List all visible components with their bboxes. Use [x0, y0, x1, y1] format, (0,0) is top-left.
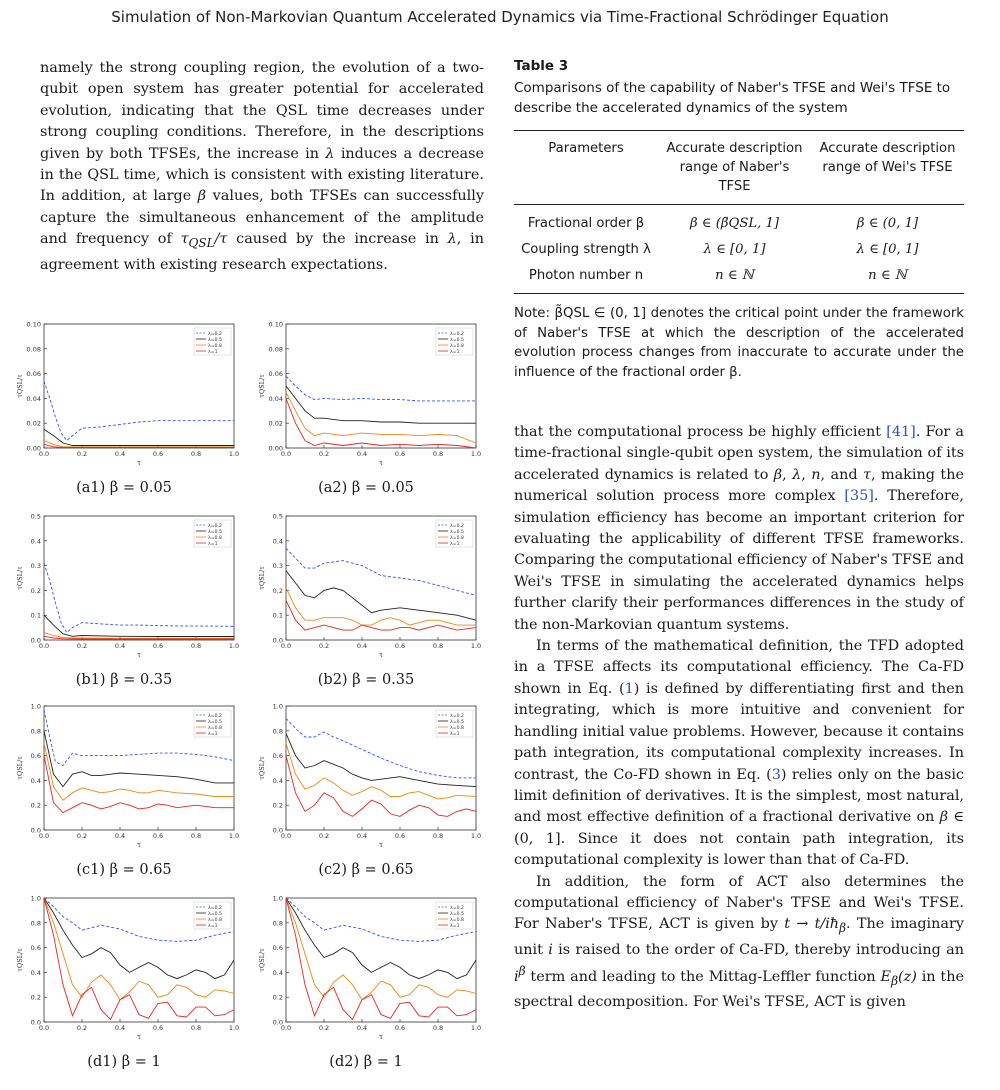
x-tick-label: 0.4 [114, 642, 126, 650]
series-line [286, 600, 476, 630]
right-column [514, 58, 964, 1014]
chart-legend [194, 328, 231, 355]
y-tick-label: 1.0 [30, 894, 41, 903]
right-paragraph-1: that the computational process be highly efficient [41]. For a time-fractional single-qubit open system, the simulation of its accelerated dynamics is related to β, λ, n, and τ, making the numerical solution process more complex [35]. Therefore, simulation efficiency has become an important criterion for evaluating the applicability of different TFSE frameworks. Comparing the computational efficiency of Naber's TFSE and Wei's TFSE in simulating the accelerated dynamics helps further clarify their performances differences in the study of the non-Markovian quantum systems. [514, 424, 964, 633]
legend-label: λ=0.5 [208, 719, 222, 725]
x-tick-label: 0.4 [356, 642, 368, 650]
y-tick-label: 0.10 [26, 320, 41, 329]
legend-label: λ=0.5 [450, 337, 464, 343]
x-tick-label: 0.2 [318, 832, 330, 840]
y-tick-label: 0.2 [30, 586, 41, 595]
y-tick-label: 0.0 [272, 1018, 283, 1027]
x-tick-label: 0.0 [280, 450, 292, 458]
legend-label: λ=1 [450, 731, 460, 737]
y-tick-label: 0.8 [272, 919, 283, 928]
series-line [44, 731, 234, 787]
x-tick-label: 0.6 [394, 642, 406, 650]
series-line [44, 429, 234, 445]
chart-svg [8, 318, 240, 468]
y-axis-label: τQSL/τ [16, 948, 24, 972]
legend-label: λ=0.8 [208, 917, 222, 923]
y-tick-label: 0.5 [272, 512, 283, 521]
y-tick-label: 0.04 [26, 394, 41, 403]
x-axis-label: τ [137, 1033, 141, 1041]
y-tick-label: 0.8 [272, 727, 283, 736]
y-tick-label: 0.2 [30, 801, 41, 810]
chart-svg [8, 892, 240, 1042]
table-cell: λ ∈ [0, 1] [703, 242, 766, 257]
y-tick-label: 0.0 [30, 826, 41, 835]
left-column [40, 58, 484, 276]
y-tick-label: 0.6 [272, 944, 283, 953]
chart-legend [436, 520, 473, 547]
x-tick-label: 0.0 [280, 832, 292, 840]
series-line [286, 743, 476, 799]
y-tick-label: 1.0 [272, 894, 283, 903]
x-axis-label: τ [137, 459, 141, 467]
y-tick-label: 0.2 [272, 586, 283, 595]
series-line [286, 548, 476, 595]
chart-legend [436, 328, 473, 355]
series-line [44, 743, 234, 800]
x-tick-label: 0.2 [76, 832, 88, 840]
y-axis-label: τQSL/τ [258, 948, 266, 972]
chart-a2 [250, 318, 482, 468]
subfigure-caption: (c1) β = 0.65 [76, 862, 172, 878]
y-tick-label: 0.8 [30, 727, 41, 736]
legend-label: λ=0.2 [450, 523, 464, 529]
y-tick-label: 0.0 [272, 826, 283, 835]
y-tick-label: 0.5 [30, 512, 41, 521]
series-line [286, 571, 476, 621]
x-tick-label: 0.4 [356, 1024, 368, 1032]
x-axis-label: τ [379, 1033, 383, 1041]
chart-legend [436, 710, 473, 737]
table-cell: n ∈ ℕ [868, 268, 907, 283]
series-line [286, 756, 476, 817]
y-tick-label: 0.3 [272, 562, 283, 571]
x-tick-label: 0.6 [152, 642, 164, 650]
y-tick-label: 0.4 [30, 776, 41, 785]
legend-label: λ=0.8 [208, 535, 222, 541]
legend-label: λ=0.5 [208, 529, 222, 535]
table-cell: β ∈ (β̃QSL, 1] [689, 216, 780, 231]
series-line [286, 376, 476, 401]
chart-legend [194, 710, 231, 737]
legend-label: λ=1 [208, 731, 218, 737]
x-tick-label: 0.0 [38, 1024, 50, 1032]
x-tick-label: 0.2 [318, 642, 330, 650]
legend-label: λ=0.2 [208, 905, 222, 911]
y-tick-label: 1.0 [272, 702, 283, 711]
table-header-cell: Parameters [548, 141, 624, 156]
x-tick-label: 0.6 [152, 1024, 164, 1032]
x-tick-label: 1.0 [228, 832, 240, 840]
x-axis-label: τ [379, 651, 383, 659]
x-tick-label: 0.2 [76, 1024, 88, 1032]
x-tick-label: 1.0 [228, 450, 240, 458]
x-tick-label: 0.8 [190, 832, 202, 840]
chart-svg [250, 510, 482, 660]
subfigure-caption: (a2) β = 0.05 [318, 480, 414, 496]
y-tick-label: 0.1 [30, 611, 41, 620]
y-tick-label: 0.04 [268, 394, 283, 403]
subfigure-caption: (d1) β = 1 [87, 1054, 161, 1070]
legend-label: λ=0.2 [208, 523, 222, 529]
y-tick-label: 0.4 [272, 968, 283, 977]
y-tick-label: 0.6 [30, 752, 41, 761]
x-tick-label: 0.2 [76, 450, 88, 458]
right-paragraph-3: In addition, the form of ACT also determines the computational efficiency of Naber's TFSE and Wei's TFSE. For Naber's TFSE, ACT is given by $t \to t/iħ_\beta$. The imaginary unit i is raised to the order of Ca-FD, thereby introducing an $i^\beta$ term and leading to the Mittag-Leffler function $E_\beta(z)$ in the spectral decomposition. For Wei's TFSE, ACT is given [514, 873, 965, 1011]
table-note: Note: β̃QSL ∈ (0, 1] denotes the critical point under the framework of Naber's TFSE at which the description of the accelerated evolution process changes from inaccurate to accurate under the influence of the fractional order β. [514, 306, 964, 380]
y-tick-label: 0.4 [30, 537, 41, 546]
x-tick-label: 0.8 [190, 1024, 202, 1032]
x-axis-label: τ [379, 459, 383, 467]
x-tick-label: 0.8 [432, 1024, 444, 1032]
y-tick-label: 0.06 [26, 370, 41, 379]
legend-label: λ=1 [208, 923, 218, 929]
series-line [286, 386, 476, 423]
x-tick-label: 0.8 [190, 450, 202, 458]
table-caption: Comparisons of the capability of Naber's TFSE and Wei's TFSE to describe the accelerated dynamics of the system [514, 80, 951, 116]
subfigure-caption: (d2) β = 1 [329, 1054, 403, 1070]
legend-label: λ=0.5 [450, 719, 464, 725]
y-tick-label: 0.2 [272, 993, 283, 1002]
chart-d1 [8, 892, 240, 1042]
series-line [286, 588, 476, 625]
table-cell: Fractional order β [527, 216, 645, 231]
subfigure-caption: (c2) β = 0.65 [318, 862, 414, 878]
chart-d2 [250, 892, 482, 1042]
x-tick-label: 0.6 [394, 1024, 406, 1032]
x-tick-label: 1.0 [228, 642, 240, 650]
series-line [44, 756, 234, 813]
legend-label: λ=1 [450, 349, 460, 355]
legend-label: λ=0.8 [450, 917, 464, 923]
legend-label: λ=0.5 [208, 337, 222, 343]
legend-label: λ=0.5 [450, 529, 464, 535]
y-tick-label: 0.06 [268, 370, 283, 379]
y-tick-label: 0.1 [272, 611, 283, 620]
table-row [514, 263, 964, 294]
x-tick-label: 0.0 [280, 1024, 292, 1032]
legend-label: λ=0.8 [450, 725, 464, 731]
x-tick-label: 0.0 [280, 642, 292, 650]
subfigure-caption: (a1) β = 0.05 [76, 480, 172, 496]
x-tick-label: 0.8 [432, 450, 444, 458]
chart-b2 [250, 510, 482, 660]
series-line [44, 381, 234, 441]
x-tick-label: 1.0 [470, 642, 482, 650]
y-tick-label: 0.02 [268, 419, 283, 428]
x-tick-label: 0.2 [76, 642, 88, 650]
series-line [286, 733, 476, 786]
table-cell: λ ∈ [0, 1] [856, 242, 919, 257]
comparison-table [514, 130, 964, 294]
legend-label: λ=0.2 [450, 713, 464, 719]
x-tick-label: 0.0 [38, 832, 50, 840]
chart-c2 [250, 700, 482, 850]
x-tick-label: 0.0 [38, 450, 50, 458]
y-tick-label: 0.08 [268, 345, 283, 354]
x-tick-label: 0.4 [114, 832, 126, 840]
table-row [514, 237, 964, 263]
y-axis-label: τQSL/τ [258, 374, 266, 398]
x-axis-label: τ [137, 841, 141, 849]
x-tick-label: 0.6 [394, 832, 406, 840]
x-tick-label: 0.6 [394, 450, 406, 458]
legend-label: λ=0.2 [208, 713, 222, 719]
chart-svg [8, 700, 240, 850]
table-header-cell: Accurate description range of Naber's TFSE [666, 141, 803, 194]
y-axis-label: τQSL/τ [16, 374, 24, 398]
series-line [44, 563, 234, 633]
y-tick-label: 0.0 [30, 1018, 41, 1027]
x-tick-label: 1.0 [470, 1024, 482, 1032]
y-tick-label: 0.3 [30, 562, 41, 571]
table-title: Table 3 [514, 58, 569, 74]
x-tick-label: 1.0 [228, 1024, 240, 1032]
y-tick-label: 0.0 [30, 636, 41, 645]
legend-label: λ=1 [450, 923, 460, 929]
chart-a1 [8, 318, 240, 468]
x-tick-label: 0.4 [356, 450, 368, 458]
y-tick-label: 0.02 [26, 419, 41, 428]
y-tick-label: 0.6 [272, 752, 283, 761]
legend-label: λ=0.2 [450, 905, 464, 911]
right-paragraph-2: In terms of the mathematical definition, the TFD adopted in a TFSE affects its computational efficiency. The Ca-FD shown in Eq. (1) is defined by differentiating first and then integrating, which is more intuitive and convenient for handling initial value problems. However, because it contains path integration, its computational complexity increases. In contrast, the Co-FD shown in Eq. (3) relies only on the basic limit definition of derivatives. It is the simplest, most natural, and most effective definition of a fractional derivative on β ∈ (0, 1]. Since it does not contain path integration, its computational complexity is lower than that of Ca-FD. [514, 638, 964, 869]
table-cell: Photon number n [528, 268, 644, 283]
y-axis-label: τQSL/τ [16, 756, 24, 780]
table-header-row [514, 131, 964, 205]
legend-label: λ=0.5 [208, 911, 222, 917]
legend-label: λ=0.2 [208, 331, 222, 337]
chart-svg [250, 700, 482, 850]
x-tick-label: 0.8 [190, 642, 202, 650]
x-tick-label: 0.4 [356, 832, 368, 840]
y-axis-label: τQSL/τ [16, 566, 24, 590]
subfigure-caption: (b2) β = 0.35 [317, 672, 415, 688]
y-tick-label: 1.0 [30, 702, 41, 711]
y-tick-label: 0.08 [26, 345, 41, 354]
x-tick-label: 1.0 [470, 450, 482, 458]
x-tick-label: 0.6 [152, 832, 164, 840]
y-tick-label: 0.10 [268, 320, 283, 329]
x-axis-label: τ [137, 651, 141, 659]
x-tick-label: 0.8 [432, 642, 444, 650]
legend-label: λ=0.8 [450, 343, 464, 349]
legend-label: λ=0.8 [450, 535, 464, 541]
table-row [514, 205, 964, 238]
table-cell: Coupling strength λ [521, 242, 651, 257]
left-paragraph: namely the strong coupling region, the evolution of a two-qubit open system has greater potential for accelerated evolution, indicating that the QSL time decreases under strong coupling conditions. Therefore, in the descriptions given by both TFSEs, the increase in λ induces a decrease in the QSL time, which is consistent with existing literature. In addition, at large β values, both TFSEs can successfully capture the simultaneous enhancement of the amplitude and frequency of $\tau_{QSL}/\tau$ caused by the increase in λ, in agreement with existing research expectations. [40, 60, 485, 273]
x-tick-label: 0.2 [318, 450, 330, 458]
y-tick-label: 0.4 [272, 776, 283, 785]
chart-svg [8, 510, 240, 660]
y-tick-label: 0.2 [30, 993, 41, 1002]
y-tick-label: 0.6 [30, 944, 41, 953]
chart-legend [436, 902, 473, 929]
chart-legend [194, 520, 231, 547]
x-tick-label: 0.6 [152, 450, 164, 458]
y-tick-label: 0.00 [268, 444, 283, 453]
legend-label: λ=0.2 [450, 331, 464, 337]
x-tick-label: 0.8 [432, 832, 444, 840]
running-header: Simulation of Non-Markovian Quantum Accelerated Dynamics via Time-Fractional Schrödinger Equation [111, 8, 889, 26]
x-tick-label: 0.4 [114, 450, 126, 458]
x-tick-label: 0.4 [114, 1024, 126, 1032]
y-tick-label: 0.2 [272, 801, 283, 810]
chart-b1 [8, 510, 240, 660]
y-tick-label: 0.00 [26, 444, 41, 453]
legend-label: λ=1 [208, 541, 218, 547]
chart-svg [250, 892, 482, 1042]
legend-label: λ=0.5 [450, 911, 464, 917]
table-cell: n ∈ ℕ [715, 268, 754, 283]
x-tick-label: 1.0 [470, 832, 482, 840]
y-tick-label: 0.4 [30, 968, 41, 977]
y-tick-label: 0.0 [272, 636, 283, 645]
y-axis-label: τQSL/τ [258, 566, 266, 590]
legend-label: λ=0.8 [208, 725, 222, 731]
legend-label: λ=0.8 [208, 343, 222, 349]
legend-label: λ=1 [208, 349, 218, 355]
chart-c1 [8, 700, 240, 850]
legend-label: λ=1 [450, 541, 460, 547]
table-cell: β ∈ (0, 1] [856, 216, 919, 231]
chart-svg [250, 318, 482, 468]
table-header-cell: Accurate description range of Wei's TFSE [819, 141, 956, 175]
x-tick-label: 0.0 [38, 642, 50, 650]
subfigure-caption: (b1) β = 0.35 [75, 672, 173, 688]
x-tick-label: 0.2 [318, 1024, 330, 1032]
chart-legend [194, 902, 231, 929]
x-axis-label: τ [379, 841, 383, 849]
series-line [44, 633, 234, 639]
y-tick-label: 0.8 [30, 919, 41, 928]
y-axis-label: τQSL/τ [258, 756, 266, 780]
y-tick-label: 0.4 [272, 537, 283, 546]
